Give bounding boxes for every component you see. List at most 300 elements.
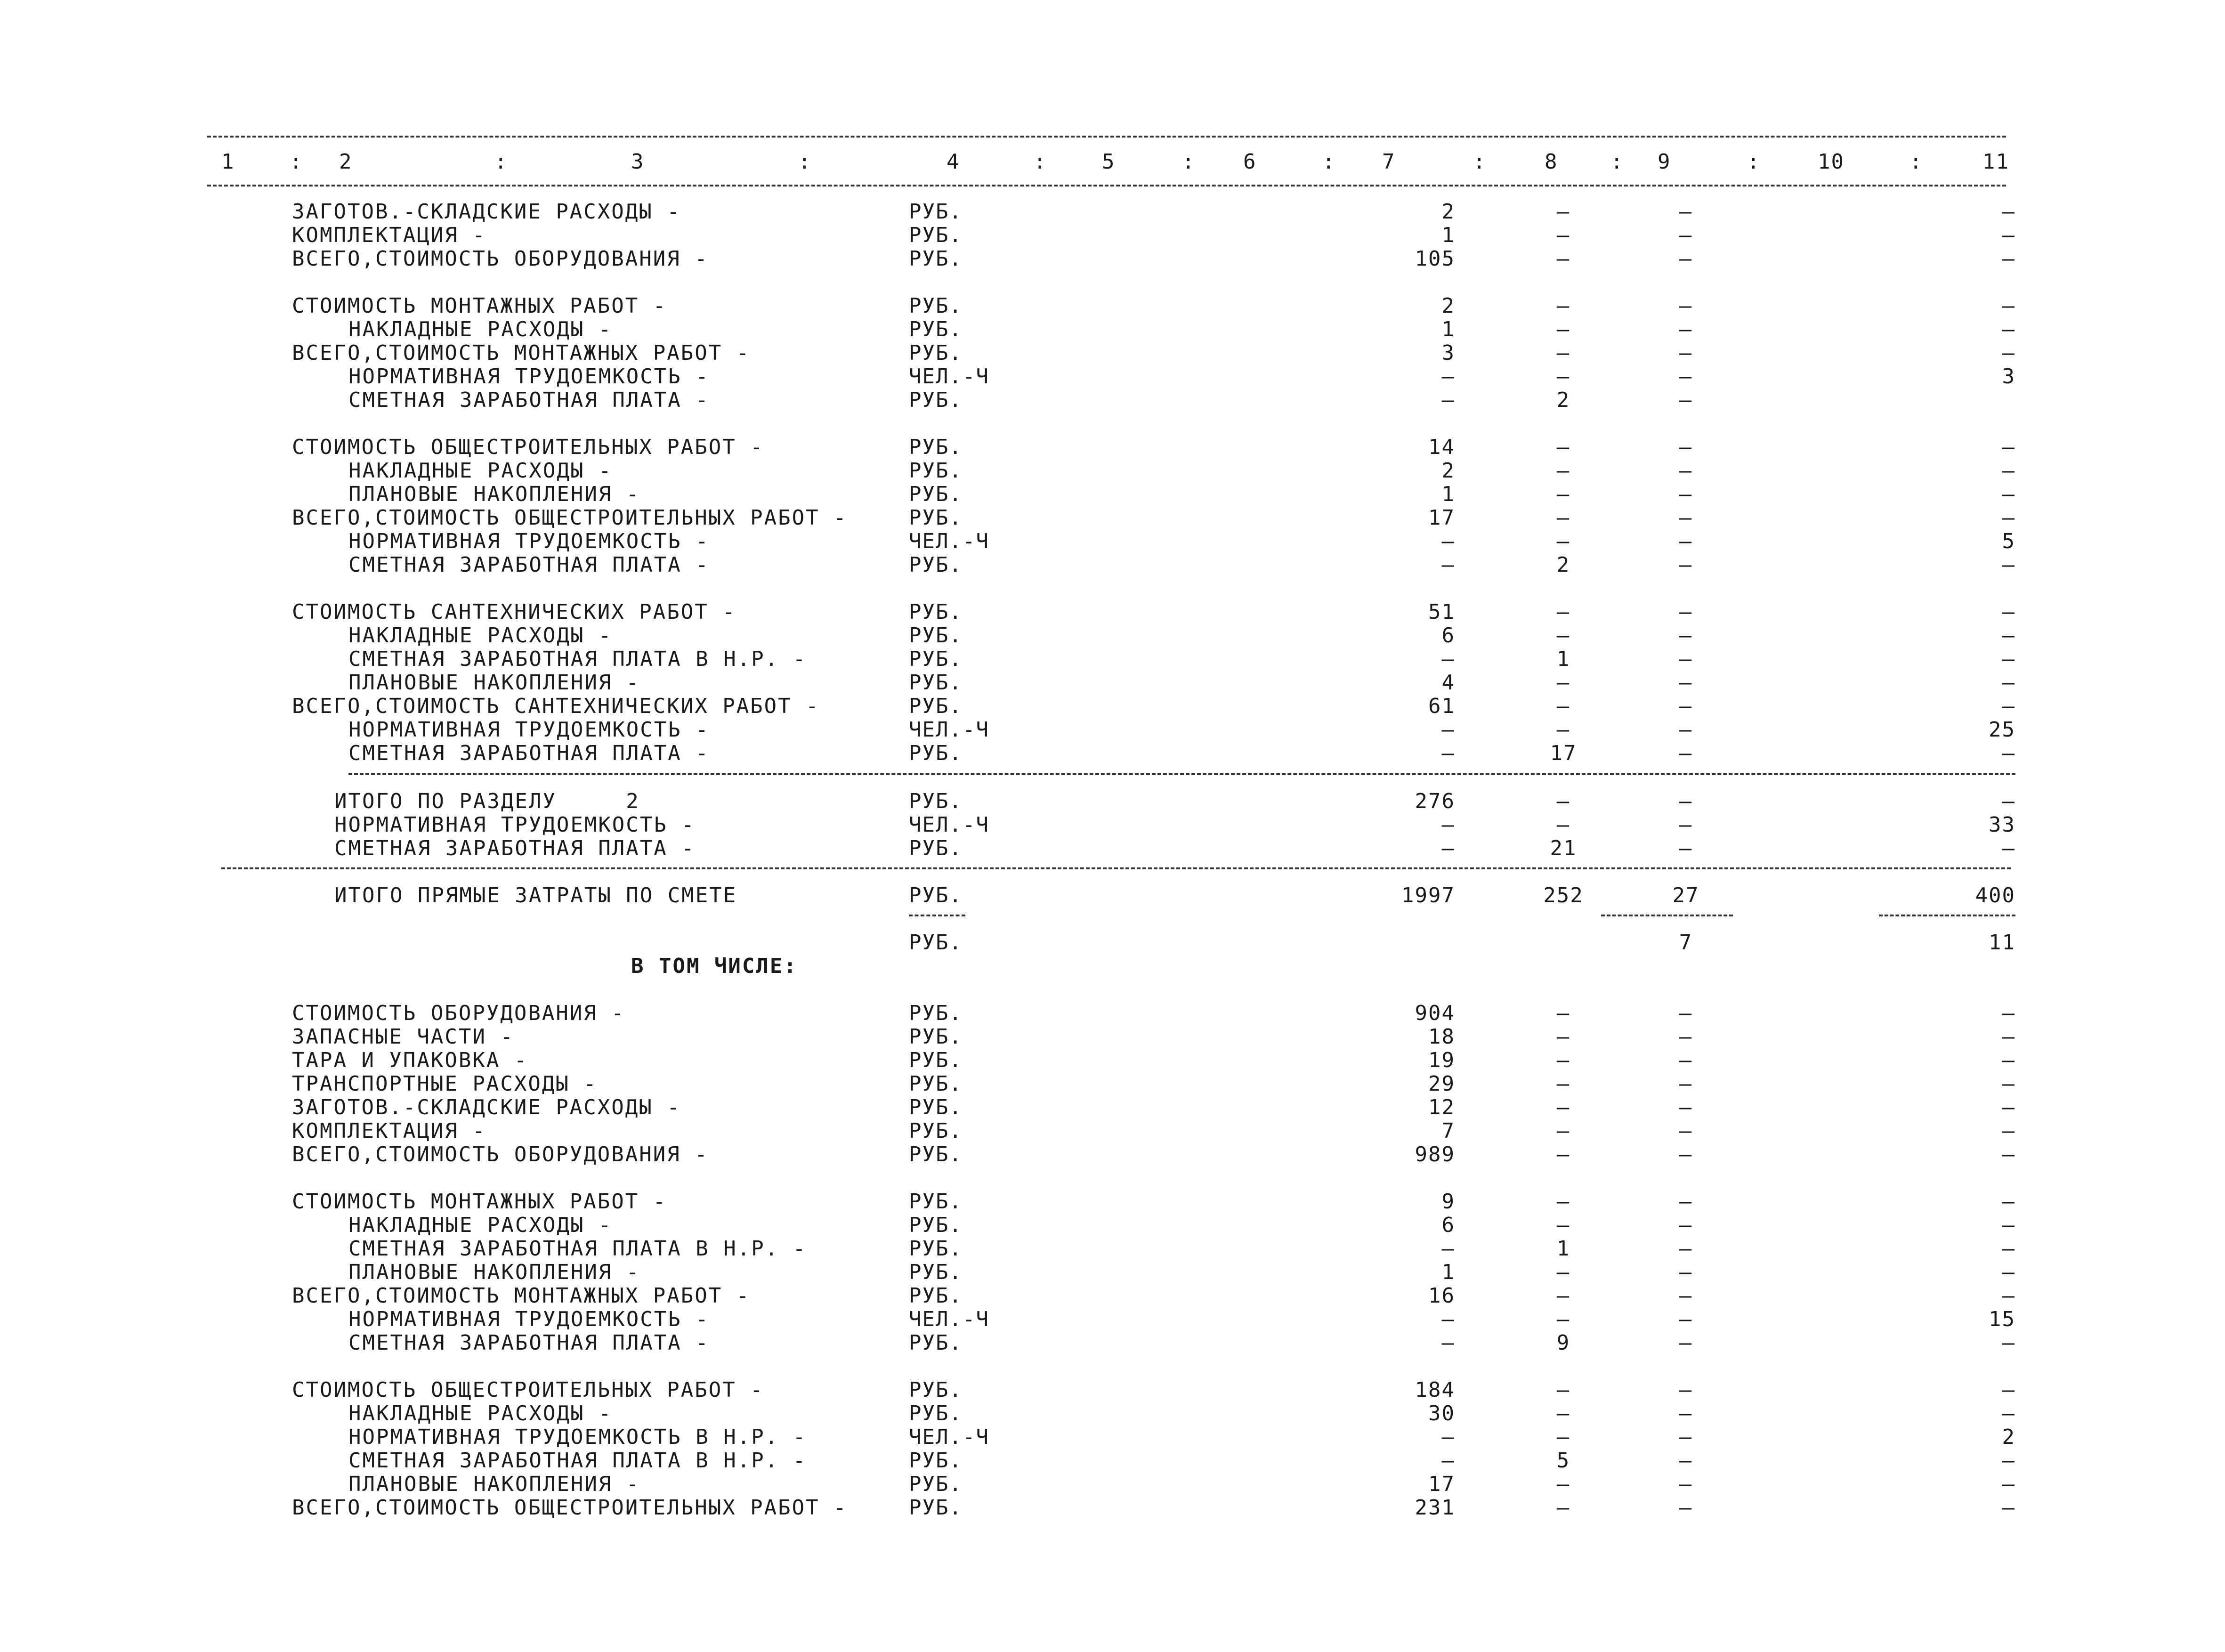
- column-separator: :: [1909, 150, 1923, 174]
- cell-col-7: 6: [1441, 1213, 1455, 1237]
- cell-col-8: –: [1556, 1119, 1570, 1143]
- cell-col-8: –: [1556, 459, 1570, 483]
- cell-col-9: 7: [1679, 931, 1693, 955]
- cell-col-9: –: [1679, 813, 1693, 837]
- row-label: ТАРА И УПАКОВКА -: [292, 1048, 528, 1072]
- row-label: В ТОМ ЧИСЛЕ:: [631, 954, 798, 978]
- row-unit: РУБ.: [909, 341, 963, 365]
- row-unit: РУБ.: [909, 1072, 963, 1096]
- cell-col-9: –: [1679, 247, 1693, 271]
- cell-col-7: 1: [1441, 317, 1455, 341]
- row-unit: РУБ.: [909, 200, 963, 224]
- cell-col-7: 1: [1441, 1260, 1455, 1284]
- cell-col-7: –: [1441, 741, 1455, 765]
- cell-col-11: 25: [1989, 718, 2015, 742]
- cell-col-9: –: [1679, 364, 1693, 389]
- cell-col-7: –: [1441, 364, 1455, 389]
- row-label: ВСЕГО,СТОИМОСТЬ ОБЩЕСТРОИТЕЛЬНЫХ РАБОТ -: [292, 506, 848, 530]
- col11-underline: [1879, 915, 2015, 916]
- cell-col-8: –: [1556, 600, 1570, 624]
- cell-col-8: 9: [1556, 1331, 1570, 1355]
- cell-col-8: –: [1556, 1496, 1570, 1520]
- row-label: ТРАНСПОРТНЫЕ РАСХОДЫ -: [292, 1072, 598, 1096]
- row-unit: РУБ.: [909, 1401, 963, 1425]
- cell-col-9: –: [1679, 1260, 1693, 1284]
- cell-col-11: –: [2002, 1142, 2015, 1166]
- cell-col-8: –: [1556, 1307, 1570, 1331]
- column-separator: :: [1182, 150, 1196, 174]
- cell-col-7: 12: [1428, 1095, 1455, 1119]
- row-label: СТОИМОСТЬ МОНТАЖНЫХ РАБОТ -: [292, 294, 667, 318]
- section-rule: [348, 773, 2015, 775]
- cell-col-8: –: [1556, 223, 1570, 247]
- cell-col-11: –: [2002, 1260, 2015, 1284]
- cell-col-7: 989: [1415, 1142, 1455, 1166]
- row-label: СМЕТНАЯ ЗАРАБОТНАЯ ПЛАТА В Н.Р. -: [348, 1237, 807, 1261]
- cell-col-9: –: [1679, 1095, 1693, 1119]
- cell-col-8: –: [1556, 317, 1570, 341]
- row-label: НОРМАТИВНАЯ ТРУДОЕМКОСТЬ -: [348, 364, 710, 389]
- row-unit: РУБ.: [909, 1095, 963, 1119]
- cell-col-11: –: [2002, 1237, 2015, 1261]
- cell-col-8: –: [1556, 1260, 1570, 1284]
- cell-col-11: –: [2002, 294, 2015, 318]
- column-header-2: 2: [339, 150, 353, 174]
- cell-col-9: –: [1679, 1472, 1693, 1496]
- cell-col-9: –: [1679, 1496, 1693, 1520]
- row-unit: РУБ.: [909, 435, 963, 459]
- row-label: ПЛАНОВЫЕ НАКОПЛЕНИЯ -: [348, 482, 640, 506]
- row-unit: РУБ.: [909, 1001, 963, 1025]
- row-unit: РУБ.: [909, 1025, 963, 1049]
- cell-col-11: –: [2002, 1072, 2015, 1096]
- cell-col-7: –: [1441, 836, 1455, 860]
- row-label: НОРМАТИВНАЯ ТРУДОЕМКОСТЬ -: [334, 813, 696, 837]
- cell-col-9: –: [1679, 1001, 1693, 1025]
- cell-col-8: –: [1556, 247, 1570, 271]
- row-unit: РУБ.: [909, 317, 963, 341]
- cell-col-9: –: [1679, 459, 1693, 483]
- cell-col-9: –: [1679, 1025, 1693, 1049]
- top-rule: [207, 136, 2006, 138]
- cell-col-7: –: [1441, 1307, 1455, 1331]
- cell-col-8: –: [1556, 294, 1570, 318]
- cell-col-7: 4: [1441, 671, 1455, 695]
- row-unit: РУБ.: [909, 459, 963, 483]
- cell-col-9: 27: [1672, 883, 1699, 907]
- row-unit: РУБ.: [909, 1142, 963, 1166]
- column-header-3: 3: [631, 150, 645, 174]
- row-unit: ЧЕЛ.-Ч: [909, 364, 989, 389]
- cell-col-7: 17: [1428, 506, 1455, 530]
- cell-col-11: –: [2002, 600, 2015, 624]
- cell-col-11: –: [2002, 836, 2015, 860]
- cell-col-7: 51: [1428, 600, 1455, 624]
- row-label: СМЕТНАЯ ЗАРАБОТНАЯ ПЛАТА -: [348, 741, 710, 765]
- row-unit: РУБ.: [909, 506, 963, 530]
- cell-col-9: –: [1679, 1331, 1693, 1355]
- row-label: НАКЛАДНЫЕ РАСХОДЫ -: [348, 317, 613, 341]
- cell-col-11: –: [2002, 1378, 2015, 1402]
- column-header-9: 9: [1658, 150, 1671, 174]
- row-label: КОМПЛЕКТАЦИЯ -: [292, 223, 486, 247]
- column-separator: :: [1322, 150, 1336, 174]
- row-label: ВСЕГО,СТОИМОСТЬ ОБОРУДОВАНИЯ -: [292, 247, 709, 271]
- row-label: НАКЛАДНЫЕ РАСХОДЫ -: [348, 459, 613, 483]
- cell-col-8: –: [1556, 1425, 1570, 1449]
- cell-col-9: –: [1679, 1190, 1693, 1214]
- cell-col-7: 17: [1428, 1472, 1455, 1496]
- row-unit: РУБ.: [909, 883, 963, 907]
- row-unit: РУБ.: [909, 1331, 963, 1355]
- cell-col-11: –: [2002, 1190, 2015, 1214]
- cell-col-9: –: [1679, 341, 1693, 365]
- cell-col-7: 6: [1441, 624, 1455, 648]
- cell-col-7: 9: [1441, 1190, 1455, 1214]
- row-unit: РУБ.: [909, 624, 963, 648]
- cell-col-7: 16: [1428, 1284, 1455, 1308]
- cell-col-8: 2: [1556, 388, 1570, 412]
- cell-col-9: –: [1679, 694, 1693, 718]
- cell-col-11: –: [2002, 1496, 2015, 1520]
- col9-underline: [1601, 915, 1733, 916]
- cell-col-7: –: [1441, 553, 1455, 577]
- cell-col-9: –: [1679, 1449, 1693, 1473]
- cell-col-8: 21: [1550, 836, 1577, 860]
- row-unit: РУБ.: [909, 1119, 963, 1143]
- cell-col-8: –: [1556, 718, 1570, 742]
- cell-col-8: 17: [1550, 741, 1577, 765]
- row-unit: РУБ.: [909, 694, 963, 718]
- column-header-7: 7: [1382, 150, 1396, 174]
- cell-col-7: 1: [1441, 482, 1455, 506]
- row-label: НОРМАТИВНАЯ ТРУДОЕМКОСТЬ В Н.Р. -: [348, 1425, 807, 1449]
- cell-col-8: –: [1556, 1072, 1570, 1096]
- row-label: ИТОГО ПРЯМЫЕ ЗАТРАТЫ ПО СМЕТЕ: [334, 883, 737, 907]
- cell-col-7: 14: [1428, 435, 1455, 459]
- row-unit: РУБ.: [909, 789, 963, 813]
- cell-col-8: –: [1556, 529, 1570, 553]
- cell-col-9: –: [1679, 600, 1693, 624]
- cell-col-8: –: [1556, 482, 1570, 506]
- header-bottom-rule: [207, 185, 2006, 186]
- row-unit: РУБ.: [909, 1449, 963, 1473]
- cell-col-7: –: [1441, 1449, 1455, 1473]
- row-label: СМЕТНАЯ ЗАРАБОТНАЯ ПЛАТА В Н.Р. -: [348, 647, 807, 671]
- cell-col-11: 11: [1989, 931, 2015, 955]
- cell-col-9: –: [1679, 1425, 1693, 1449]
- row-label: СТОИМОСТЬ ОБЩЕСТРОИТЕЛЬНЫХ РАБОТ -: [292, 1378, 764, 1402]
- cell-col-8: –: [1556, 506, 1570, 530]
- row-label: НОРМАТИВНАЯ ТРУДОЕМКОСТЬ -: [348, 529, 710, 553]
- column-header-1: 1: [221, 150, 235, 174]
- cell-col-9: –: [1679, 718, 1693, 742]
- row-unit: РУБ.: [909, 388, 963, 412]
- row-label: ИТОГО ПО РАЗДЕЛУ 2: [334, 789, 640, 813]
- row-unit: РУБ.: [909, 294, 963, 318]
- row-label: ЗАГОТОВ.-СКЛАДСКИЕ РАСХОДЫ -: [292, 200, 681, 224]
- row-unit: РУБ.: [909, 1472, 963, 1496]
- row-unit: РУБ.: [909, 223, 963, 247]
- row-unit: РУБ.: [909, 1496, 963, 1520]
- cell-col-11: –: [2002, 789, 2015, 813]
- row-label: ВСЕГО,СТОИМОСТЬ МОНТАЖНЫХ РАБОТ -: [292, 1284, 751, 1308]
- row-label: ВСЕГО,СТОИМОСТЬ ОБОРУДОВАНИЯ -: [292, 1142, 709, 1166]
- cell-col-7: –: [1441, 1331, 1455, 1355]
- cell-col-8: –: [1556, 789, 1570, 813]
- cell-col-9: –: [1679, 435, 1693, 459]
- cell-col-11: –: [2002, 317, 2015, 341]
- cell-col-9: –: [1679, 671, 1693, 695]
- cell-col-7: 3: [1441, 341, 1455, 365]
- row-label: СТОИМОСТЬ ОБЩЕСТРОИТЕЛЬНЫХ РАБОТ -: [292, 435, 764, 459]
- cell-col-11: –: [2002, 506, 2015, 530]
- cell-col-8: –: [1556, 1025, 1570, 1049]
- row-label: НАКЛАДНЫЕ РАСХОДЫ -: [348, 624, 613, 648]
- cell-col-8: –: [1556, 435, 1570, 459]
- cell-col-9: –: [1679, 1237, 1693, 1261]
- cell-col-9: –: [1679, 1048, 1693, 1072]
- cell-col-7: 2: [1441, 294, 1455, 318]
- column-separator: :: [798, 150, 812, 174]
- row-unit: ЧЕЛ.-Ч: [909, 718, 989, 742]
- cell-col-9: –: [1679, 624, 1693, 648]
- column-separator: :: [1747, 150, 1761, 174]
- cell-col-7: –: [1441, 388, 1455, 412]
- row-label: СМЕТНАЯ ЗАРАБОТНАЯ ПЛАТА -: [334, 836, 696, 860]
- cell-col-9: –: [1679, 388, 1693, 412]
- cell-col-9: –: [1679, 1378, 1693, 1402]
- row-unit: РУБ.: [909, 647, 963, 671]
- cell-col-7: –: [1441, 529, 1455, 553]
- cell-col-7: –: [1441, 1237, 1455, 1261]
- cell-col-11: –: [2002, 1095, 2015, 1119]
- column-header-5: 5: [1102, 150, 1116, 174]
- row-label: НОРМАТИВНАЯ ТРУДОЕМКОСТЬ -: [348, 718, 710, 742]
- cell-col-7: 1: [1441, 223, 1455, 247]
- cell-col-11: –: [2002, 247, 2015, 271]
- column-separator: :: [1034, 150, 1047, 174]
- row-unit: РУБ.: [909, 836, 963, 860]
- row-unit: РУБ.: [909, 247, 963, 271]
- cell-col-7: –: [1441, 813, 1455, 837]
- cell-col-8: –: [1556, 200, 1570, 224]
- row-label: СТОИМОСТЬ САНТЕХНИЧЕСКИХ РАБОТ -: [292, 600, 736, 624]
- row-unit: РУБ.: [909, 931, 963, 955]
- row-label: СМЕТНАЯ ЗАРАБОТНАЯ ПЛАТА -: [348, 1331, 710, 1355]
- row-unit: ЧЕЛ.-Ч: [909, 813, 989, 837]
- cell-col-7: 29: [1428, 1072, 1455, 1096]
- cell-col-7: 1997: [1401, 883, 1455, 907]
- row-unit: РУБ.: [909, 600, 963, 624]
- column-header-8: 8: [1545, 150, 1558, 174]
- cell-col-8: –: [1556, 1001, 1570, 1025]
- cell-col-9: –: [1679, 482, 1693, 506]
- cell-col-7: 2: [1441, 459, 1455, 483]
- cell-col-11: –: [2002, 553, 2015, 577]
- cell-col-11: –: [2002, 341, 2015, 365]
- cell-col-9: –: [1679, 223, 1693, 247]
- cell-col-8: –: [1556, 1142, 1570, 1166]
- cell-col-9: –: [1679, 553, 1693, 577]
- cell-col-11: –: [2002, 1119, 2015, 1143]
- cell-col-11: 33: [1989, 813, 2015, 837]
- row-label: ПЛАНОВЫЕ НАКОПЛЕНИЯ -: [348, 1260, 640, 1284]
- cell-col-8: –: [1556, 1048, 1570, 1072]
- row-label: СМЕТНАЯ ЗАРАБОТНАЯ ПЛАТА -: [348, 553, 710, 577]
- cell-col-9: –: [1679, 1119, 1693, 1143]
- cell-col-8: –: [1556, 1284, 1570, 1308]
- cell-col-9: –: [1679, 200, 1693, 224]
- cell-col-9: –: [1679, 789, 1693, 813]
- row-label: ВСЕГО,СТОИМОСТЬ МОНТАЖНЫХ РАБОТ -: [292, 341, 751, 365]
- cell-col-11: 2: [2002, 1425, 2015, 1449]
- cell-col-7: 276: [1415, 789, 1455, 813]
- cell-col-9: –: [1679, 1213, 1693, 1237]
- column-separator: :: [290, 150, 303, 174]
- cell-col-11: –: [2002, 1213, 2015, 1237]
- row-unit: РУБ.: [909, 1284, 963, 1308]
- cell-col-8: 2: [1556, 553, 1570, 577]
- cell-col-7: 2: [1441, 200, 1455, 224]
- cell-col-9: –: [1679, 741, 1693, 765]
- row-label: СТОИМОСТЬ МОНТАЖНЫХ РАБОТ -: [292, 1190, 667, 1214]
- cell-col-9: –: [1679, 647, 1693, 671]
- column-separator: :: [1610, 150, 1624, 174]
- cell-col-9: –: [1679, 836, 1693, 860]
- cell-col-8: –: [1556, 1213, 1570, 1237]
- cell-col-8: 1: [1556, 1237, 1570, 1261]
- row-unit: РУБ.: [909, 1190, 963, 1214]
- column-header-11: 11: [1982, 150, 2009, 174]
- row-unit: РУБ.: [909, 1048, 963, 1072]
- cell-col-8: –: [1556, 813, 1570, 837]
- row-label: ЗАГОТОВ.-СКЛАДСКИЕ РАСХОДЫ -: [292, 1095, 681, 1119]
- cell-col-8: –: [1556, 624, 1570, 648]
- cell-col-11: –: [2002, 1001, 2015, 1025]
- cell-col-7: 61: [1428, 694, 1455, 718]
- row-unit: РУБ.: [909, 1237, 963, 1261]
- cell-col-11: –: [2002, 459, 2015, 483]
- cell-col-11: –: [2002, 1401, 2015, 1425]
- cell-col-7: 904: [1415, 1001, 1455, 1025]
- cell-col-7: 7: [1441, 1119, 1455, 1143]
- cell-col-11: –: [2002, 1048, 2015, 1072]
- row-label: КОМПЛЕКТАЦИЯ -: [292, 1119, 486, 1143]
- row-label: НОРМАТИВНАЯ ТРУДОЕМКОСТЬ -: [348, 1307, 710, 1331]
- row-label: ЗАПАСНЫЕ ЧАСТИ -: [292, 1025, 514, 1049]
- row-label: ВСЕГО,СТОИМОСТЬ САНТЕХНИЧЕСКИХ РАБОТ -: [292, 694, 820, 718]
- cell-col-11: –: [2002, 647, 2015, 671]
- column-header-6: 6: [1243, 150, 1257, 174]
- cell-col-8: –: [1556, 694, 1570, 718]
- cell-col-9: –: [1679, 1142, 1693, 1166]
- cell-col-8: –: [1556, 1378, 1570, 1402]
- row-label: ВСЕГО,СТОИМОСТЬ ОБЩЕСТРОИТЕЛЬНЫХ РАБОТ -: [292, 1496, 848, 1520]
- cell-col-11: –: [2002, 624, 2015, 648]
- cell-col-11: –: [2002, 694, 2015, 718]
- cell-col-7: 30: [1428, 1401, 1455, 1425]
- cell-col-8: 252: [1543, 883, 1584, 907]
- cell-col-7: –: [1441, 1425, 1455, 1449]
- cell-col-9: –: [1679, 1284, 1693, 1308]
- cell-col-9: –: [1679, 1072, 1693, 1096]
- row-unit: РУБ.: [909, 671, 963, 695]
- cell-col-11: –: [2002, 200, 2015, 224]
- cell-col-8: –: [1556, 1095, 1570, 1119]
- cell-col-11: 15: [1989, 1307, 2015, 1331]
- cell-col-7: 184: [1415, 1378, 1455, 1402]
- cell-col-7: –: [1441, 647, 1455, 671]
- cell-col-11: –: [2002, 1449, 2015, 1473]
- row-unit: ЧЕЛ.-Ч: [909, 1307, 989, 1331]
- row-label: СМЕТНАЯ ЗАРАБОТНАЯ ПЛАТА -: [348, 388, 710, 412]
- cell-col-11: –: [2002, 482, 2015, 506]
- cell-col-11: –: [2002, 1284, 2015, 1308]
- row-label: НАКЛАДНЫЕ РАСХОДЫ -: [348, 1401, 613, 1425]
- cell-col-11: 3: [2002, 364, 2015, 389]
- row-label: ПЛАНОВЫЕ НАКОПЛЕНИЯ -: [348, 1472, 640, 1496]
- cell-col-11: –: [2002, 1331, 2015, 1355]
- cell-col-9: –: [1679, 529, 1693, 553]
- cell-col-11: –: [2002, 435, 2015, 459]
- cell-col-8: 5: [1556, 1449, 1570, 1473]
- cell-col-8: –: [1556, 1401, 1570, 1425]
- cell-col-8: –: [1556, 341, 1570, 365]
- cell-col-9: –: [1679, 1307, 1693, 1331]
- cell-col-11: 5: [2002, 529, 2015, 553]
- cell-col-7: 231: [1415, 1496, 1455, 1520]
- cell-col-11: 400: [1975, 883, 2015, 907]
- cell-col-11: –: [2002, 671, 2015, 695]
- row-unit: РУБ.: [909, 1213, 963, 1237]
- column-separator: :: [1473, 150, 1487, 174]
- column-header-10: 10: [1818, 150, 1845, 174]
- row-unit: РУБ.: [909, 1260, 963, 1284]
- cell-col-7: 105: [1415, 247, 1455, 271]
- cell-col-9: –: [1679, 317, 1693, 341]
- cell-col-7: 18: [1428, 1025, 1455, 1049]
- row-unit: РУБ.: [909, 482, 963, 506]
- cell-col-11: –: [2002, 741, 2015, 765]
- cell-col-11: –: [2002, 1472, 2015, 1496]
- cell-col-8: 1: [1556, 647, 1570, 671]
- row-unit: РУБ.: [909, 553, 963, 577]
- column-separator: :: [494, 150, 508, 174]
- cell-col-8: –: [1556, 1190, 1570, 1214]
- row-label: НАКЛАДНЫЕ РАСХОДЫ -: [348, 1213, 613, 1237]
- cell-col-7: 19: [1428, 1048, 1455, 1072]
- cell-col-9: –: [1679, 294, 1693, 318]
- column-header-4: 4: [947, 150, 960, 174]
- cell-col-7: –: [1441, 718, 1455, 742]
- row-unit: ЧЕЛ.-Ч: [909, 529, 989, 553]
- cell-col-9: –: [1679, 506, 1693, 530]
- cell-col-11: –: [2002, 1025, 2015, 1049]
- row-label: ПЛАНОВЫЕ НАКОПЛЕНИЯ -: [348, 671, 640, 695]
- cell-col-8: –: [1556, 1472, 1570, 1496]
- row-unit: РУБ.: [909, 741, 963, 765]
- cell-col-8: –: [1556, 671, 1570, 695]
- totals-rule: [221, 867, 2011, 869]
- row-label: СМЕТНАЯ ЗАРАБОТНАЯ ПЛАТА В Н.Р. -: [348, 1449, 807, 1473]
- cell-col-8: –: [1556, 364, 1570, 389]
- row-label: СТОИМОСТЬ ОБОРУДОВАНИЯ -: [292, 1001, 625, 1025]
- row-unit: РУБ.: [909, 1378, 963, 1402]
- row-unit: ЧЕЛ.-Ч: [909, 1425, 989, 1449]
- cell-col-11: –: [2002, 223, 2015, 247]
- unit-underline: [909, 915, 965, 916]
